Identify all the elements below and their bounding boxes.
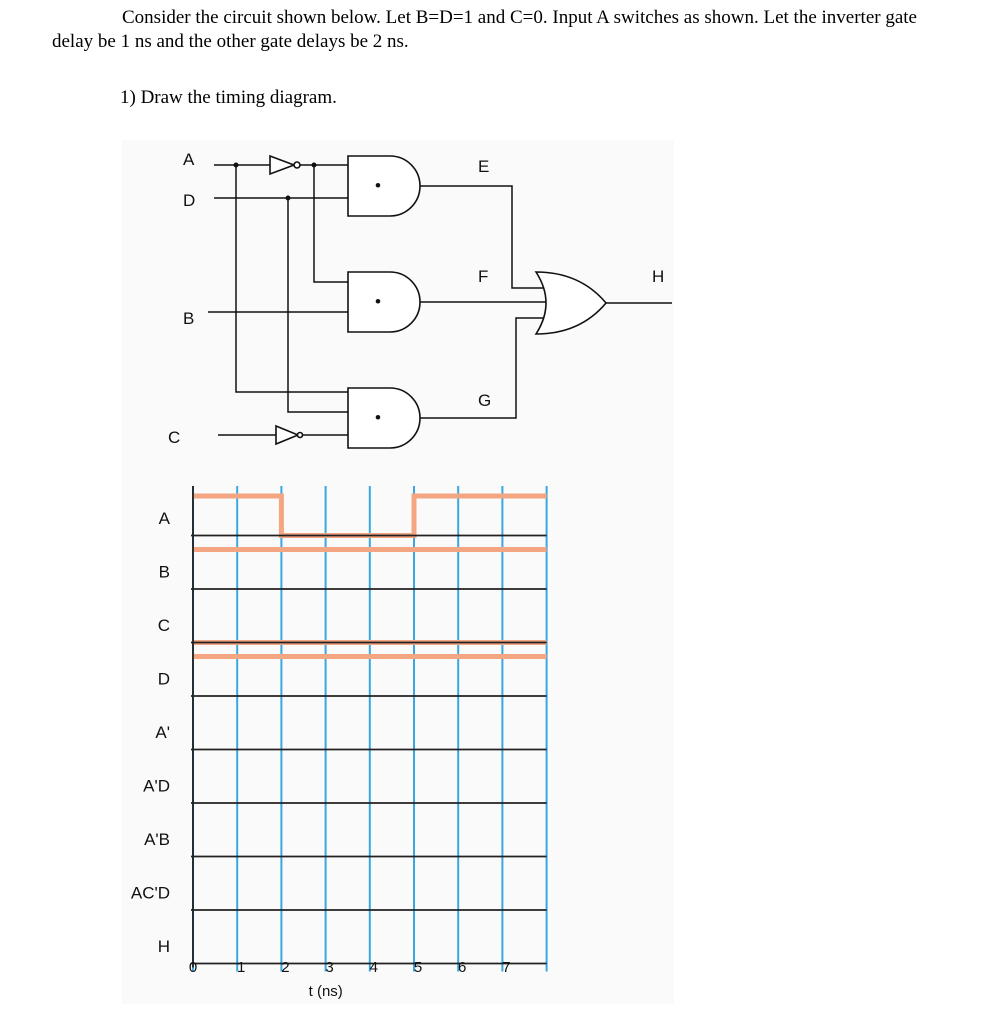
output-label-h: H: [652, 267, 665, 286]
and-dot-g: •: [375, 408, 381, 427]
signal-label-6: A'B: [144, 830, 170, 849]
and-dot-f: •: [375, 292, 381, 311]
signal-label-8: H: [157, 937, 170, 956]
tick-label-5: 5: [413, 959, 423, 976]
and-gate-e: [348, 156, 420, 216]
question-1: 1) Draw the timing diagram.: [120, 87, 337, 108]
input-label-d: D: [183, 191, 196, 210]
tick-label-1: 1: [237, 959, 246, 976]
signal-label-0: A: [158, 509, 170, 528]
and-gate-f: [348, 272, 420, 332]
tick-label-0: 0: [188, 959, 198, 976]
output-label-g: G: [478, 391, 492, 410]
signal-label-7: AC'D: [130, 883, 170, 903]
input-label-c: C: [168, 428, 181, 447]
problem-statement: Consider the circuit shown below. Let B=D=1 and C=0. Input A switches as shown. Let the inverter gate delay be 1 ns and the other gate delays be 2 ns.: [52, 7, 917, 52]
input-label-a: A: [183, 150, 195, 169]
signal-label-2: C: [157, 616, 170, 635]
tick-label-2: 2: [281, 959, 290, 976]
signal-label-5: A'D: [143, 776, 170, 796]
input-label-b: B: [183, 309, 195, 328]
output-label-f: F: [478, 267, 489, 286]
signal-label-4: A': [155, 723, 170, 742]
x-axis-label: t (ns): [308, 983, 343, 1000]
and-gate-g: [348, 388, 420, 448]
tick-label-6: 6: [458, 959, 467, 976]
tick-label-4: 4: [369, 959, 378, 976]
tick-label-3: 3: [325, 959, 334, 976]
tick-label-7: 7: [502, 959, 511, 976]
figure-background: [122, 140, 674, 1004]
signal-label-1: B: [158, 562, 170, 582]
and-dot-e: •: [375, 176, 381, 195]
signal-label-3: D: [157, 669, 170, 689]
output-label-e: E: [478, 157, 490, 176]
